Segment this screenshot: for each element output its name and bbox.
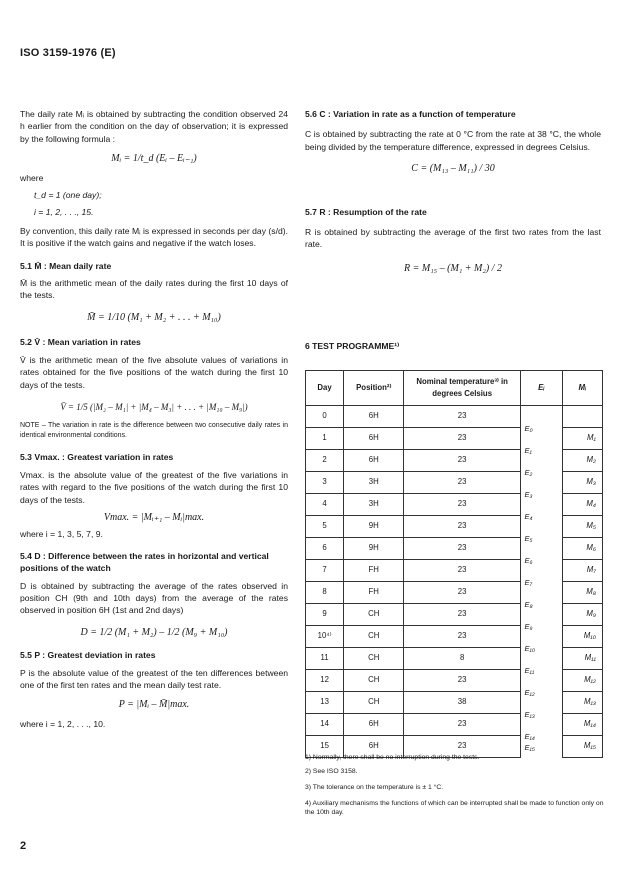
mi-cell: M₁ xyxy=(562,428,602,450)
position-cell: 3H xyxy=(344,494,404,516)
section-5-1-text: M̄ is the arithmetic mean of the daily rates during the first 10 days of the tests. xyxy=(20,278,288,301)
e-label: E₆ xyxy=(524,555,533,565)
page-number: 2 xyxy=(20,840,27,852)
formula-temperature-variation: C = (M₁₃ – M₁₁) / 30 xyxy=(411,163,495,175)
mi-cell: M₅ xyxy=(562,516,602,538)
table-row xyxy=(306,538,603,560)
formula-mean-daily-rate: M̄ = 1/10 (M₁ + M₂ + . . . + M₁₀) xyxy=(87,311,221,323)
position-cell: CH xyxy=(344,626,404,648)
table-row xyxy=(306,560,603,582)
position-cell: CH xyxy=(344,692,404,714)
i-definition: i = 1, 2, . . ., 15. xyxy=(34,207,94,218)
header-mi: Mᵢ xyxy=(562,371,602,406)
header-ei: Eᵢ xyxy=(520,371,562,406)
day-cell: 2 xyxy=(306,450,344,472)
day-cell: 14 xyxy=(306,714,344,736)
mi-cell: M₁₅ xyxy=(562,736,602,758)
e-label: E₀ xyxy=(524,423,533,433)
e-label: E₁₃ xyxy=(524,709,535,719)
day-cell: 1 xyxy=(306,428,344,450)
day-cell: 12 xyxy=(306,670,344,692)
day-cell: 11 xyxy=(306,648,344,670)
temperature-cell: 23 xyxy=(404,626,521,648)
table-row xyxy=(306,516,603,538)
temperature-cell: 23 xyxy=(404,736,521,758)
section-5-2-text: V̄ is the arithmetic mean of the five absolute values of variations in rates obtained for the five positions of the watch during the first 10 days of the tests. xyxy=(20,354,288,390)
mi-cell: M₁₀ xyxy=(562,626,602,648)
day-cell: 8 xyxy=(306,582,344,604)
table-row xyxy=(306,648,603,670)
day-cell: 0 xyxy=(306,406,344,428)
day-cell: 15 xyxy=(306,736,344,758)
e-label: E₈ xyxy=(524,599,533,609)
section-5-7-title: 5.7 R : Resumption of the rate xyxy=(305,206,427,217)
table-row xyxy=(306,494,603,516)
position-cell: 6H xyxy=(344,428,404,450)
position-cell: 9H xyxy=(344,516,404,538)
where-5-3: where i = 1, 3, 5, 7, 9. xyxy=(20,529,103,540)
section-6-title: 6 TEST PROGRAMME¹⁾ xyxy=(305,341,400,351)
position-cell: CH xyxy=(344,648,404,670)
formula-greatest-variation: Vmax. = |Mᵢ₊₁ – Mᵢ|max. xyxy=(103,511,205,523)
position-cell: 6H xyxy=(344,450,404,472)
temperature-cell: 23 xyxy=(404,538,521,560)
table-row xyxy=(306,604,603,626)
day-cell: 5 xyxy=(306,516,344,538)
day-cell: 9 xyxy=(306,604,344,626)
section-5-5-title: 5.5 P : Greatest deviation in rates xyxy=(20,650,156,661)
header-temperature: Nominal temperature³⁾ in degrees Celsius xyxy=(404,371,521,406)
e-label: E₁₁ xyxy=(524,665,535,675)
table-row xyxy=(306,428,603,450)
section-5-1-title: 5.1 M̄ : Mean daily rate xyxy=(20,260,112,271)
section-5-2-title: 5.2 V̄ : Mean variation in rates xyxy=(20,337,141,348)
table-row xyxy=(306,582,603,604)
section-5-3-text: Vmax. is the absolute value of the greatest of the five variations in rates with regard to the five positions of the watch during the first 10 days of the tests. xyxy=(20,469,288,505)
header-day: Day xyxy=(306,371,344,406)
day-cell: 10⁴⁾ xyxy=(306,626,344,648)
temperature-cell: 23 xyxy=(404,516,521,538)
position-cell: 9H xyxy=(344,538,404,560)
temperature-cell: 23 xyxy=(404,582,521,604)
section-5-6-title: 5.6 C : Variation in rate as a function of temperature xyxy=(305,109,516,119)
table-row xyxy=(306,626,603,648)
position-cell: CH xyxy=(344,604,404,626)
header-position: Position²⁾ xyxy=(344,371,404,406)
note-5-2: NOTE – The variation in rate is the difference between two consecutive daily rates in identical environmental conditions. xyxy=(20,422,288,440)
day-cell: 7 xyxy=(306,560,344,582)
day-cell: 13 xyxy=(306,692,344,714)
table-header-row xyxy=(306,371,603,406)
section-5-5-text: P is the absolute value of the greatest of the ten differences between one of the first ten rates and the mean daily test rate. xyxy=(20,667,288,690)
day-cell: 3 xyxy=(306,472,344,494)
e-label: E₃ xyxy=(524,489,533,499)
formula-greatest-deviation: P = |Mᵢ – M̄|max. xyxy=(118,699,190,711)
where-5-5: where i = 1, 2, . . ., 10. xyxy=(20,718,106,729)
position-cell: 6H xyxy=(344,714,404,736)
convention-paragraph: By convention, this daily rate Mᵢ is expressed in seconds per day (s/d). It is positive if the watch gains and negative if the watch loses. xyxy=(20,225,288,249)
e-label: E₅ xyxy=(524,533,533,543)
table-row xyxy=(306,406,603,428)
mi-cell: M₁₄ xyxy=(562,714,602,736)
section-5-4-text: D is obtained by subtracting the average of the rates observed in position CH (9th and 10th days) from the average of the rates observed in position 6H (1st and 2nd days) xyxy=(20,580,288,616)
e-label: E₁₅ xyxy=(524,743,535,752)
temperature-cell: 23 xyxy=(404,472,521,494)
temperature-cell: 23 xyxy=(404,604,521,626)
formula-difference: D = 1/2 (M₁ + M₂) – 1/2 (M₉ + M₁₀) xyxy=(80,626,228,638)
table-row xyxy=(306,714,603,736)
document-header: ISO 3159-1976 (E) xyxy=(20,47,116,59)
right-column xyxy=(305,108,601,275)
mi-cell: M₈ xyxy=(562,582,602,604)
temperature-cell: 23 xyxy=(404,406,521,428)
test-programme-table xyxy=(305,370,603,758)
position-cell: 3H xyxy=(344,472,404,494)
td-definition: t_d = 1 (one day); xyxy=(34,190,102,201)
position-cell: FH xyxy=(344,582,404,604)
mi-cell: M₆ xyxy=(562,538,602,560)
mi-cell: M₄ xyxy=(562,494,602,516)
mi-cell xyxy=(562,406,602,428)
section-5-6-text: C is obtained by subtracting the rate at 0 °C from the rate at 38 °C, the whole being divided by the temperature difference, expressed in degrees Celsius. xyxy=(305,129,601,152)
temperature-cell: 38 xyxy=(404,692,521,714)
temperature-cell: 23 xyxy=(404,560,521,582)
footnote-1: 1) Normally, there shall be no interruption during the tests. xyxy=(305,754,480,761)
formula-resumption: R = M₁₅ – (M₁ + M₂) / 2 xyxy=(404,262,502,274)
mi-cell: M₇ xyxy=(562,560,602,582)
temperature-cell: 23 xyxy=(404,670,521,692)
position-cell: 6H xyxy=(344,406,404,428)
mi-cell: M₁₃ xyxy=(562,692,602,714)
e-label: E₇ xyxy=(524,577,533,587)
footnote-4: 4) Auxiliary mechanisms the functions of which can be interrupted shall be made to function only on the 10th day. xyxy=(305,800,604,816)
temperature-cell: 8 xyxy=(404,648,521,670)
e-label: E₁₂ xyxy=(524,687,535,697)
formula-mean-variation: V̄ = 1/5 (|M₂ – M₁| + |M₄ – M₃| + . . . + |M₁₀ – M₉|) xyxy=(60,401,248,412)
table-row xyxy=(306,450,603,472)
section-5-3-title: 5.3 Vmax. : Greatest variation in rates xyxy=(20,452,174,463)
position-cell: CH xyxy=(344,670,404,692)
e-label: E₁₀ xyxy=(524,643,535,653)
temperature-cell: 23 xyxy=(404,714,521,736)
mi-cell: M₉ xyxy=(562,604,602,626)
intro-paragraph: The daily rate Mᵢ is obtained by subtracting the condition observed 24 h earlier from the condition on the day of observation; it is expressed by the following formula : xyxy=(20,109,288,144)
section-5-7-text: R is obtained by subtracting the average of the first two rates from the last rate. xyxy=(305,227,601,250)
table-row xyxy=(306,692,603,714)
mi-cell: M₃ xyxy=(562,472,602,494)
section-5-4-title: 5.4 D : Difference between the rates in horizontal and vertical positions of the watch xyxy=(20,550,269,574)
left-column xyxy=(20,108,288,730)
mi-cell: M₁₂ xyxy=(562,670,602,692)
e-label: E₄ xyxy=(524,511,533,521)
where-label: where xyxy=(20,172,44,183)
temperature-cell: 23 xyxy=(404,494,521,516)
e-label: E₁₄ xyxy=(524,731,535,741)
e-label: E₁ xyxy=(524,445,532,455)
table-row xyxy=(306,670,603,692)
position-cell: FH xyxy=(344,560,404,582)
footnote-2: 2) See ISO 3158. xyxy=(305,768,358,775)
position-cell: 6H xyxy=(344,736,404,758)
mi-cell: M₁₁ xyxy=(562,648,602,670)
table-row xyxy=(306,472,603,494)
e-label: E₂ xyxy=(524,467,533,477)
footnote-3: 3) The tolerance on the temperature is ± 1 °C. xyxy=(305,784,444,791)
day-cell: 4 xyxy=(306,494,344,516)
mi-cell: M₂ xyxy=(562,450,602,472)
temperature-cell: 23 xyxy=(404,450,521,472)
temperature-cell: 23 xyxy=(404,428,521,450)
formula-daily-rate: Mᵢ = 1/t_d (Eᵢ – Eᵢ₋₁) xyxy=(111,153,197,165)
day-cell: 6 xyxy=(306,538,344,560)
e-label: E₉ xyxy=(524,621,533,631)
